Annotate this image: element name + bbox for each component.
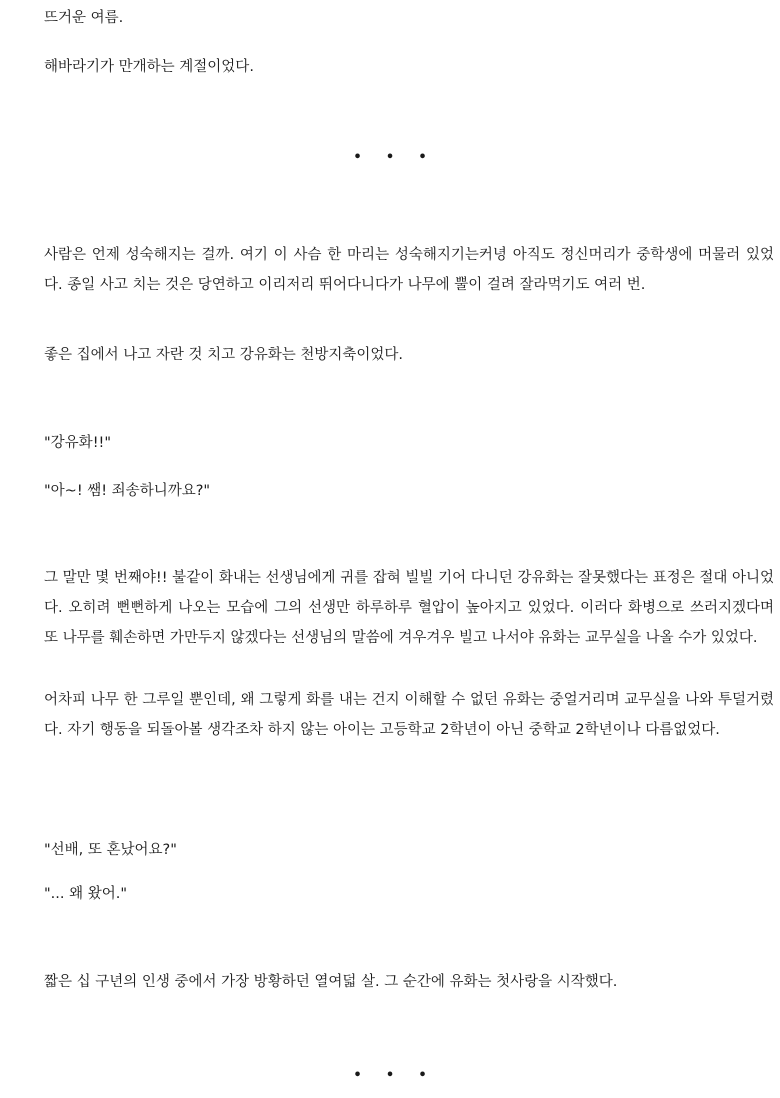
paragraph: 해바라기가 만개하는 계절이었다.: [44, 59, 254, 75]
paragraph: 그 말만 몇 번째야!! 불같이 화내는 선생님에게 귀를 잡혀 빌빌 기어 다니던 강유화는 잘못했다는 표정은 절대 아니었다. 오히려 뻔뻔하게 나오는 모습에 그의 선생만 하루하루 혈압이 높아지고 있었다. 이러다 화병으로 쓰러지겠다며 또 나무를 훼손하면 가만두지 않겠다는 선생님의 말씀에 겨우겨우 빌고 나서야 유화는 교무실을 나올 수가 있었다.: [44, 570, 774, 646]
paragraph: 좋은 집에서 나고 자란 것 치고 강유화는 천방지축이었다.: [44, 347, 404, 363]
separator-dot: •: [353, 150, 362, 165]
separator-dot: •: [353, 1068, 362, 1083]
dialogue-line: "아~! 쌤! 죄송하니까요?": [44, 483, 211, 499]
paragraph: 짧은 십 구년의 인생 중에서 가장 방황하던 열여덟 살. 그 순간에 유화는 첫사랑을 시작했다.: [44, 974, 618, 990]
separator-dot: •: [418, 150, 427, 165]
dialogue-line: "강유화!!": [44, 435, 111, 451]
section-separator: [0, 1068, 780, 1083]
dialogue-line: "... 왜 왔어.": [44, 886, 128, 902]
separator-dot: •: [418, 1068, 427, 1083]
separator-dot: •: [385, 150, 395, 165]
paragraph: 사람은 언제 성숙해지는 걸까. 여기 이 사슴 한 마리는 성숙해지기는커녕 아직도 정신머리가 중학생에 머물러 있었다. 종일 사고 치는 것은 당연하고 이리저리 뛰어다니다가 나무에 뿔이 걸려 잘라먹기도 여러 번.: [44, 247, 774, 293]
dialogue-line: "선배, 또 혼났어요?": [44, 842, 177, 858]
separator-dot: •: [385, 1068, 395, 1083]
section-separator: [0, 150, 780, 165]
paragraph: 뜨거운 여름.: [44, 10, 124, 26]
paragraph: 어차피 나무 한 그루일 뿐인데, 왜 그렇게 화를 내는 건지 이해할 수 없던 유화는 중얼거리며 교무실을 나와 투덜거렸다. 자기 행동을 되돌아볼 생각조차 하지 않는 아이는 고등학교 2학년이 아닌 중학교 2학년이나 다름없었다.: [44, 692, 774, 738]
